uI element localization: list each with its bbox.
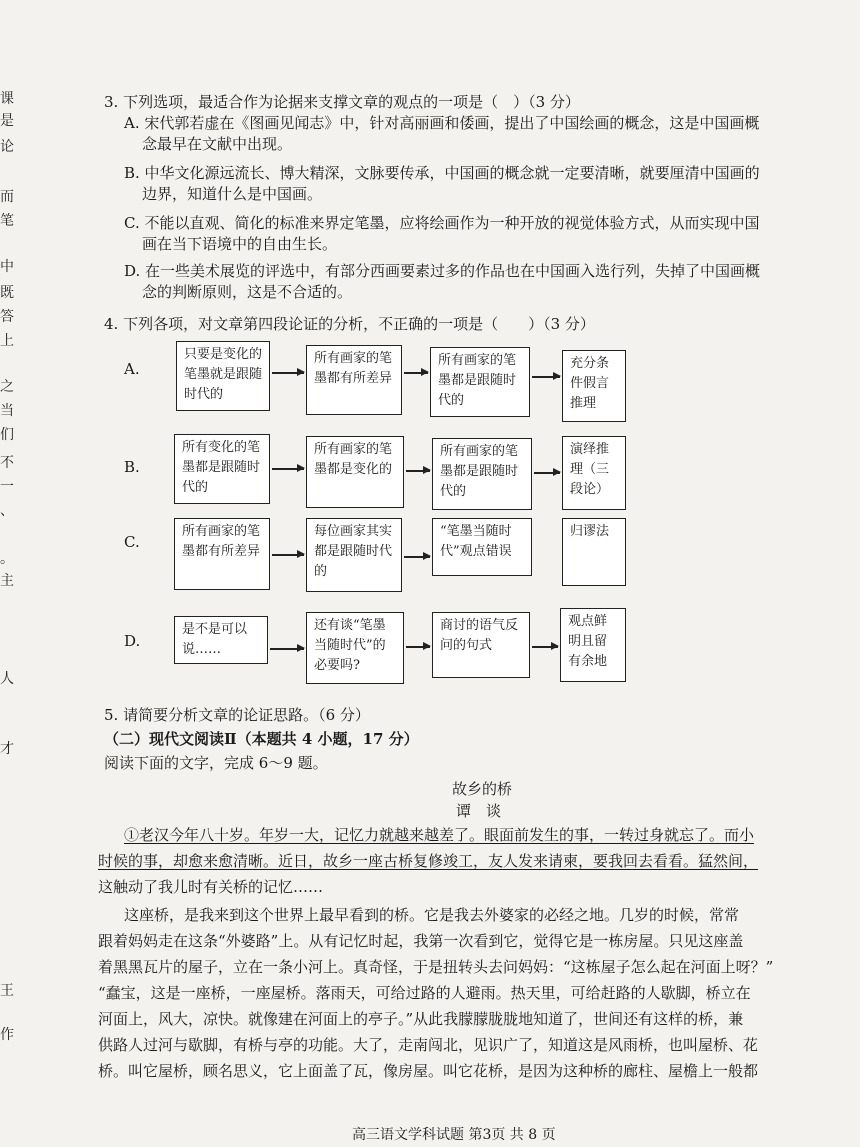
margin-char: 笔 [0, 213, 14, 229]
article-p1-line3: 这触动了我儿时有关桥的记忆…… [98, 878, 324, 896]
margin-char: 、 [0, 503, 14, 519]
q4-row-c-box-1: 所有画家的笔墨都有所差异 [174, 518, 270, 590]
margin-char: 而 [0, 189, 14, 205]
article-title: 故乡的桥 [452, 780, 513, 798]
q4-row-a-box-2: 所有画家的笔墨都有所差异 [306, 345, 402, 415]
q4-stem: 4. 下列各项，对文章第四段论证的分析，不正确的一项是（ ）（3 分） [104, 315, 595, 333]
q3-option-b-line2: 边界，知道什么是中国画。 [142, 185, 323, 203]
page-footer: 高三语文学科试题 第3页 共 8 页 [352, 1127, 556, 1143]
arrow-icon [272, 468, 304, 470]
q4-row-d-box-4: 观点鲜明且留有余地 [560, 608, 626, 682]
article-p2-line4: “蠢宝，这是一座桥，一座屋桥。落雨天，可给过路的人避雨。热天里，可给赶路的人歇脚，桥立在 [98, 984, 751, 1002]
margin-char: 王 [0, 983, 14, 999]
section2-title: （二）现代文阅读Ⅱ（本题共 4 小题，17 分） [104, 730, 419, 748]
margin-char: 。 [0, 551, 14, 567]
article-p2-line6: 供路人过河与歇脚，有桥与亭的功能。大了，走南闯北，见识广了，知道这是风雨桥，也叫屋桥、花 [98, 1036, 759, 1054]
article-p2-line2: 跟着妈妈走在这条“外婆路”上。从有记忆时起，我第一次看到它，觉得它是一栋房屋。只见这座盖 [98, 932, 744, 950]
q4-row-a-box-3: 所有画家的笔墨都是跟随时代的 [430, 347, 530, 417]
q3-option-c-line2: 画在当下语境中的自由生长。 [142, 235, 338, 253]
q3-option-d-line2: 念的判断原则，这是不合适的。 [142, 283, 353, 301]
margin-char: 答 [0, 309, 14, 325]
q4-row-c-box-2: 每位画家其实都是跟随时代的 [306, 518, 402, 592]
article-p2-line1: 这座桥，是我来到这个世界上最早看到的桥。它是我去外婆家的必经之地。几岁的时候，常常 [124, 906, 740, 924]
arrow-icon [404, 556, 430, 558]
q4-row-b-box-2: 所有画家的笔墨都是变化的 [306, 436, 404, 508]
q3-option-a-line2: 念最早在文献中出现。 [142, 135, 293, 153]
margin-char: 不 [0, 455, 14, 471]
q3-stem: 3. 下列选项，最适合作为论据来支撑文章的观点的一项是（ ）（3 分） [104, 93, 580, 111]
arrow-icon [406, 646, 430, 648]
arrow-icon [406, 470, 430, 472]
article-p1-line1: ①老汉今年八十岁。年岁一大，记忆力就越来越差了。眼面前发生的事，一转过身就忘了。而小 [124, 826, 755, 844]
q4-row-d-label: D. [124, 632, 141, 650]
margin-char: 当 [0, 403, 14, 419]
q4-row-b-label: B. [124, 458, 140, 476]
margin-char: 作 [0, 1027, 14, 1043]
q3-option-d-line1: D. 在一些美术展览的评选中，有部分西画要素过多的作品也在中国画入选行列，失掉了中国画概 [124, 262, 761, 280]
margin-char: 之 [0, 379, 14, 395]
margin-char: 论 [0, 139, 14, 155]
arrow-icon [272, 372, 304, 374]
q4-row-d-box-1: 是不是可以说…… [174, 616, 268, 664]
arrow-icon [272, 554, 304, 556]
arrow-icon [534, 472, 560, 474]
margin-char: 一 [0, 479, 14, 495]
article-author: 谭 谈 [456, 802, 502, 820]
q4-row-b-box-1: 所有变化的笔墨都是跟随时代的 [174, 434, 270, 504]
q4-row-c-label: C. [124, 533, 140, 551]
margin-char: 是 [0, 113, 14, 129]
arrow-icon [404, 372, 428, 374]
q3-option-b-line1: B. 中华文化源远流长、博大精深，文脉要传承，中国画的概念就一定要清晰，就要厘清中国画的 [124, 164, 760, 182]
margin-char: 上 [0, 333, 14, 349]
arrow-icon [532, 376, 560, 378]
q4-row-a-label: A. [124, 360, 140, 378]
q4-row-c-box-3: “笔墨当随时代”观点错误 [432, 518, 532, 576]
margin-char: 人 [0, 671, 14, 687]
margin-char: 主 [0, 573, 14, 589]
article-p2-line3: 着黑黑瓦片的屋子，立在一条小河上。真奇怪，于是扭转头去问妈妈：“这栋屋子怎么起在河面上呀？” [98, 958, 774, 976]
margin-char: 中 [0, 259, 14, 275]
margin-char: 们 [0, 427, 14, 443]
q4-row-d-box-3: 商讨的语气反问的句式 [432, 612, 530, 678]
q4-row-a-box-1: 只要是变化的笔墨就是跟随时代的 [176, 341, 270, 411]
margin-char: 既 [0, 285, 14, 301]
q3-option-c-line1: C. 不能以直观、简化的标准来界定笔墨，应将绘画作为一种开放的视觉体验方式，从而实现中国 [124, 214, 760, 232]
q4-row-c-box-4: 归谬法 [562, 518, 626, 586]
margin-char: 才 [0, 741, 14, 757]
arrow-icon [532, 646, 558, 648]
article-p1-line2: 时候的事，却愈来愈清晰。近日，故乡一座古桥复修竣工，友人发来请柬，要我回去看看。猛然间， [98, 852, 759, 870]
article-p2-line5: 河面上，风大，凉快。就像建在河面上的亭子。”从此我朦朦胧胧地知道了，世间还有这样的桥，兼 [98, 1010, 744, 1028]
margin-char: 课 [0, 91, 14, 107]
instruction: 阅读下面的文字，完成 6～9 题。 [104, 754, 328, 772]
q5-stem: 5. 请简要分析文章的论证思路。（6 分） [104, 706, 370, 724]
q4-row-d-box-2: 还有谈“笔墨当随时代”的必要吗? [306, 612, 404, 684]
q4-row-b-box-4: 演绎推理（三段论） [562, 436, 626, 510]
q3-option-a-line1: A. 宋代郭若虚在《图画见闻志》中，针对高丽画和倭画，提出了中国绘画的概念，这是中国画概 [124, 114, 760, 132]
q4-row-a-box-4: 充分条件假言推理 [562, 350, 626, 422]
q4-row-b-box-3: 所有画家的笔墨都是跟随时代的 [432, 438, 532, 510]
article-p2-line7: 桥。叫它屋桥，顾名思义，它上面盖了瓦，像房屋。叫它花桥，是因为这种桥的廊柱、屋檐上一般都 [98, 1062, 759, 1080]
arrow-icon [270, 648, 304, 650]
